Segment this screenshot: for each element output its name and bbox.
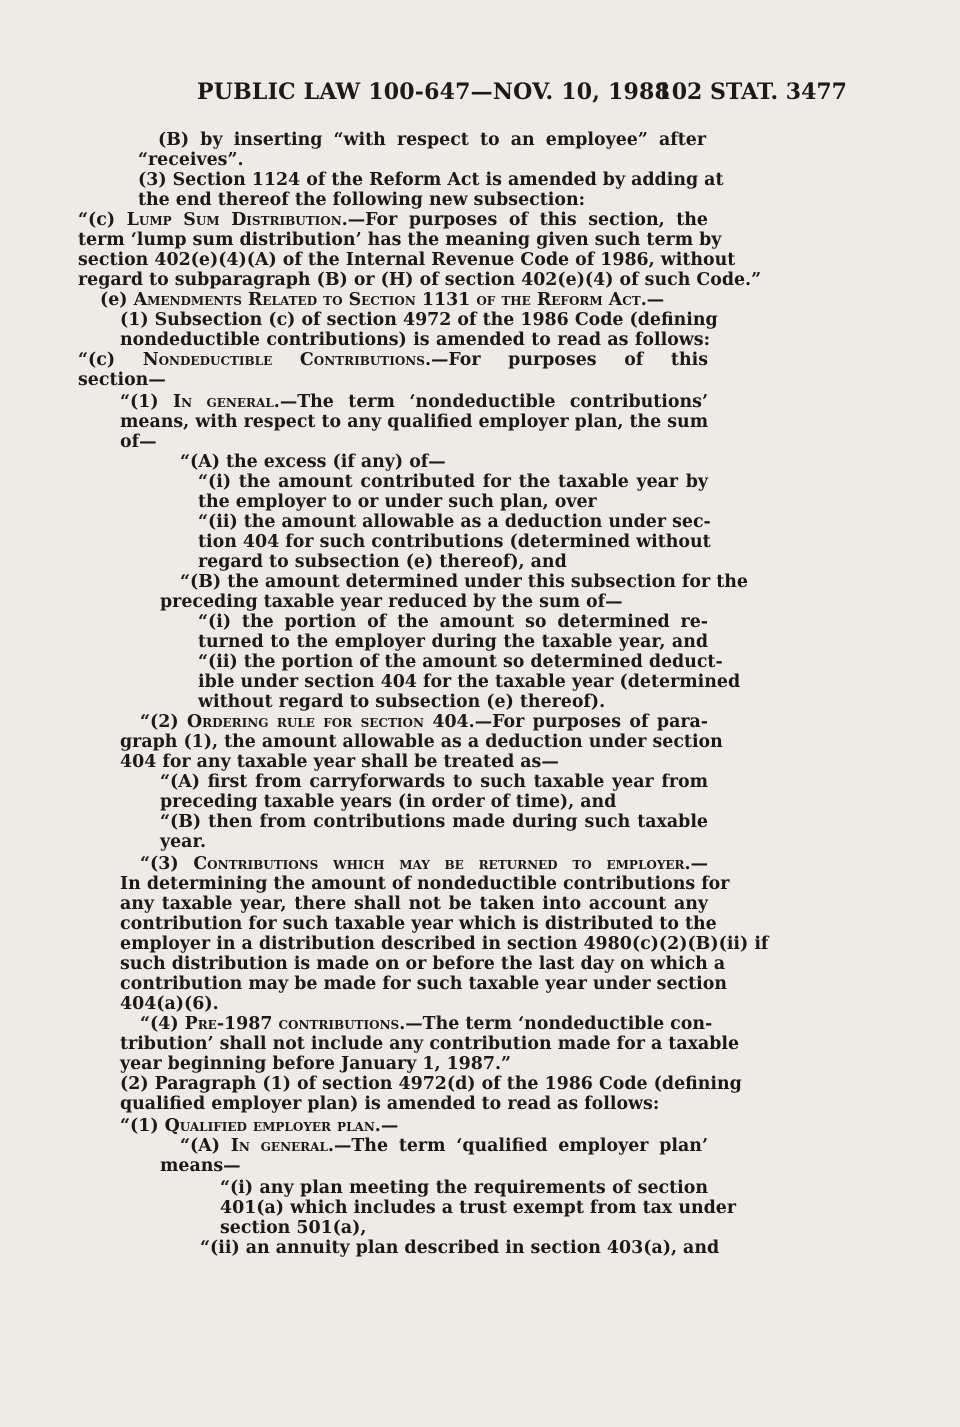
text-run: 404(a)(6). xyxy=(120,994,219,1014)
text-run: ible under section 404 for the taxable year (determined xyxy=(198,672,741,692)
text-run: (B) by inserting “with respect to an employee” after xyxy=(158,130,706,150)
text-run: “(1) xyxy=(120,1116,165,1136)
text-run: (3) Section 1124 of the Reform Act is amended by adding at xyxy=(138,170,724,190)
text-run: In determining the amount of nondeductible contributions for xyxy=(120,874,730,894)
text-run: 404 for any taxable year shall be treated as— xyxy=(120,752,559,772)
text-run: section 402(e)(4)(A) of the Internal Revenue Code of 1986, without xyxy=(78,250,736,270)
text-line xyxy=(138,170,724,190)
text-run: without regard to subsection (e) thereof). xyxy=(198,692,606,712)
heading-smallcaps: Pre-1987 contributions xyxy=(184,1014,400,1034)
heading-smallcaps: Lump Sum Distribution xyxy=(126,210,342,230)
text-run: “(c) xyxy=(78,350,143,370)
header-citation: PUBLIC LAW 100-647—NOV. 10, 1988 xyxy=(197,79,671,105)
heading-smallcaps: of the Reform Act xyxy=(476,290,641,310)
text-run: “(i) the amount contributed for the taxable year by xyxy=(198,472,708,492)
text-run: 1131 xyxy=(415,290,477,310)
text-run: contribution may be made for such taxable year under section xyxy=(120,974,727,994)
heading-smallcaps: Ordering rule for section xyxy=(186,712,424,732)
text-line xyxy=(198,692,606,712)
text-run: “(B) then from contributions made during such taxable xyxy=(160,812,708,832)
text-line xyxy=(198,612,708,632)
text-run: “(1) xyxy=(120,392,173,412)
text-run: “(A) xyxy=(180,1136,231,1156)
text-line xyxy=(198,552,567,572)
text-run: nondeductible contributions) is amended to read as follows: xyxy=(120,330,710,350)
text-line xyxy=(120,974,727,994)
text-line xyxy=(78,250,736,270)
text-line xyxy=(120,752,559,772)
text-run: .— xyxy=(640,290,665,310)
text-line xyxy=(100,290,700,310)
text-run: “(2) xyxy=(140,712,187,732)
text-line xyxy=(120,994,219,1014)
text-line xyxy=(198,472,708,492)
text-run: .—For purposes of this xyxy=(424,350,709,370)
text-line xyxy=(140,854,708,874)
text-line xyxy=(138,190,586,210)
text-run: “(i) any plan meeting the requirements of section xyxy=(220,1178,708,1198)
text-run: 401(a) which includes a trust exempt from tax under xyxy=(220,1198,737,1218)
text-line xyxy=(140,712,708,732)
text-run: term ‘lump sum distribution’ has the meaning given such term by xyxy=(78,230,722,250)
text-line xyxy=(160,832,207,852)
text-run: year beginning before January 1, 1987.” xyxy=(120,1054,512,1074)
text-run: (1) Subsection (c) of section 4972 of the 1986 Code (defining xyxy=(120,310,718,330)
text-run: “(i) the portion of the amount so determined re- xyxy=(198,612,708,632)
text-line xyxy=(160,592,623,612)
heading-smallcaps: Nondeductible Contributions xyxy=(142,350,425,370)
header-page-number: 102 STAT. 3477 xyxy=(656,79,847,105)
text-line xyxy=(78,370,168,390)
heading-smallcaps: In general xyxy=(230,1136,328,1156)
text-line xyxy=(180,452,446,472)
text-run: tribution’ shall not include any contribution made for a taxable xyxy=(120,1034,740,1054)
text-run: of— xyxy=(120,432,157,452)
text-line xyxy=(200,1238,720,1258)
text-run: “(4) xyxy=(140,1014,185,1034)
text-run: year. xyxy=(160,832,207,852)
text-run: .— xyxy=(374,1116,399,1136)
text-line xyxy=(120,1054,512,1074)
text-line xyxy=(160,792,617,812)
text-run: the end thereof the following new subsection: xyxy=(138,190,586,210)
text-run: .—The term ‘qualified employer plan’ xyxy=(327,1136,709,1156)
text-run: section 501(a), xyxy=(220,1218,367,1238)
text-line xyxy=(198,512,711,532)
text-run: the employer to or under such plan, over xyxy=(198,492,597,512)
text-line xyxy=(120,392,708,412)
text-line xyxy=(220,1218,367,1238)
text-line xyxy=(120,954,726,974)
text-run: preceding taxable years (in order of time), and xyxy=(160,792,617,812)
text-run: .—For purposes of this section, the xyxy=(341,210,708,230)
text-run: (2) Paragraph (1) of section 4972(d) of the 1986 Code (defining xyxy=(120,1074,742,1094)
text-line xyxy=(140,1014,713,1034)
text-run: preceding taxable year reduced by the sum of— xyxy=(160,592,623,612)
heading-smallcaps: Amendments Related to Section xyxy=(133,290,416,310)
text-line xyxy=(120,894,708,914)
text-line xyxy=(120,1034,740,1054)
text-run: 404.—For purposes of para- xyxy=(423,712,708,732)
text-run: .— xyxy=(684,854,708,874)
text-run: (e) xyxy=(100,290,134,310)
text-run: “receives”. xyxy=(138,150,244,170)
heading-smallcaps: Qualified employer plan xyxy=(164,1116,375,1136)
text-line xyxy=(180,1136,708,1156)
text-line xyxy=(120,934,769,954)
text-run: tion 404 for such contributions (determined without xyxy=(198,532,711,552)
text-run: section— xyxy=(78,370,166,390)
text-run: any taxable year, there shall not be taken into account any xyxy=(120,894,708,914)
text-line xyxy=(120,330,710,350)
text-line xyxy=(220,1178,708,1198)
text-line xyxy=(198,532,711,552)
text-line xyxy=(160,1156,240,1176)
text-run: “(ii) the portion of the amount so determined deduct- xyxy=(198,652,723,672)
text-line xyxy=(120,412,708,432)
text-run: qualified employer plan) is amended to read as follows: xyxy=(120,1094,660,1114)
text-line xyxy=(120,1094,660,1114)
text-line xyxy=(120,432,160,452)
text-line xyxy=(78,210,708,230)
text-run: “(A) first from carryforwards to such taxable year from xyxy=(160,772,708,792)
text-line xyxy=(120,1116,420,1136)
text-line xyxy=(78,350,708,370)
running-header xyxy=(197,79,847,113)
text-line xyxy=(120,914,717,934)
text-line xyxy=(158,130,706,150)
text-run: regard to subparagraph (B) or (H) of section 402(e)(4) of such Code.” xyxy=(78,270,762,290)
text-run: contribution for such taxable year which is distributed to the xyxy=(120,914,717,934)
text-run: means— xyxy=(160,1156,241,1176)
text-run: turned to the employer during the taxable year, and xyxy=(198,632,708,652)
text-run: employer in a distribution described in section 4980(c)(2)(B)(ii) if xyxy=(120,934,769,954)
text-line xyxy=(198,632,708,652)
text-line xyxy=(120,1074,742,1094)
text-run: regard to subsection (e) thereof), and xyxy=(198,552,567,572)
text-line xyxy=(160,812,708,832)
text-run: “(A) the excess (if any) of— xyxy=(180,452,446,472)
text-line xyxy=(78,270,762,290)
text-run: “(c) xyxy=(78,210,127,230)
text-run: “(B) the amount determined under this subsection for the xyxy=(180,572,748,592)
text-line xyxy=(198,672,741,692)
text-run: “(ii) an annuity plan described in section 403(a), and xyxy=(200,1238,720,1258)
text-run: such distribution is made on or before the last day on which a xyxy=(120,954,726,974)
text-line xyxy=(138,150,268,170)
text-line xyxy=(198,492,597,512)
text-line xyxy=(120,732,723,752)
text-run: .—The term ‘nondeductible con- xyxy=(399,1014,713,1034)
heading-smallcaps: Contributions which may be returned to employer xyxy=(193,854,685,874)
text-run: means, with respect to any qualified employer plan, the sum xyxy=(120,412,709,432)
text-run: “(3) xyxy=(140,854,194,874)
text-line xyxy=(120,310,718,330)
text-line xyxy=(78,230,722,250)
text-line xyxy=(180,572,748,592)
heading-smallcaps: In general xyxy=(173,392,274,412)
text-line xyxy=(220,1198,737,1218)
text-run: graph (1), the amount allowable as a deduction under section xyxy=(120,732,723,752)
text-line xyxy=(120,874,730,894)
text-run: .—The term ‘nondeductible contributions’ xyxy=(273,392,708,412)
text-line xyxy=(160,772,708,792)
text-run: “(ii) the amount allowable as a deduction under sec- xyxy=(198,512,711,532)
text-line xyxy=(198,652,723,672)
